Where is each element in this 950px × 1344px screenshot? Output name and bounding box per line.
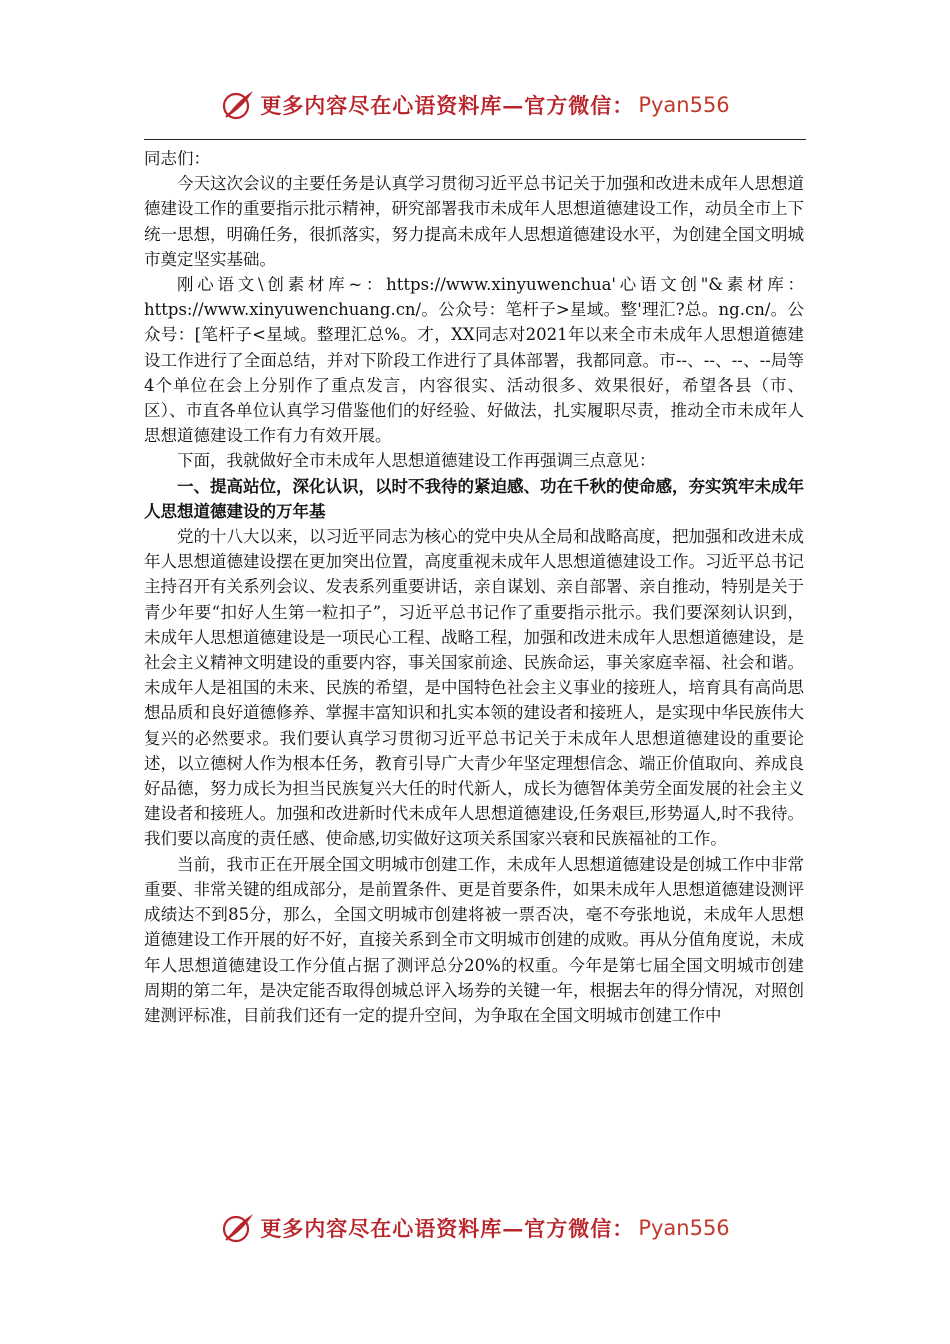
footer-wechat-id: Pyan556 bbox=[638, 1216, 730, 1240]
paragraph-review: 刚心语文\创素材库~：https://www.xinyuwenchua'心语文创"&素材库：https://www.xinyuwenchuang.cn/。公众号：笔杆子>星域。整'理汇?总。ng.cn/。公众号：[笔杆子<星域。整理汇总%。才，XX同志对2021年以来全市未成年人思想道德建设工作进行了全面总结，并对下阶段工作进行了具体部署，我都同意。市--、--、--、--局等4个单位在会上分别作了重点发言，内容很实、活动很多、效果很好，希望各县（市、区）、市直各单位认真学习借鉴他们的好经验、好做法，扎实履职尽责，推动全市未成年人思想道德建设工作有力有效开展。 bbox=[144, 275, 804, 446]
header-divider bbox=[144, 139, 806, 140]
salutation: 同志们： bbox=[144, 149, 210, 168]
paragraph-transition: 下面，我就做好全市未成年人思想道德建设工作再强调三点意见： bbox=[177, 451, 656, 471]
paragraph-section-1a: 党的十八大以来，以习近平同志为核心的党中央从全局和战略高度，把加强和改进未成年人思想道德建设摆在更加突出位置，高度重视未成年人思想道德建设工作。习近平总书记主持召开有关系列会议、发表系列重要讲话，亲自谋划、亲自部署、亲自推动，特别是关于青少年要“扣好人生第一粒扣子”，习近平总书记作了重要指示批示。我们要深刻认识到，未成年人思想道德建设是一项民心工程、战略工程，加强和改进未成年人思想道德建设，是社会主义精神文明建设的重要内容，事关国家前途、民族命运，事关家庭幸福、社会和谐。未成年人是祖国的未来、民族的希望，是中国特色社会主义事业的接班人，培育具有高尚思想品质和良好道德修养、掌握丰富知识和扎实本领的建设者和接班人，是实现中华民族伟大复兴的必然要求。我们要认真学习贯彻习近平总书记关于未成年人思想道德建设的重要论述，以立德树人作为根本任务，教育引导广大青少年坚定理想信念、端正价值取向、养成良好品德，努力成长为担当民族复兴大任的时代新人，成长为德智体美劳全面发展的社会主义建设者和接班人。加强和改进新时代未成年人思想道德建设,任务艰巨,形势逼人,时不我待。我们要以高度的责任感、使命感,切实做好这项关系国家兴衰和民族福祉的工作。 bbox=[144, 527, 804, 849]
footer-banner bbox=[0, 1203, 950, 1253]
document-body bbox=[144, 146, 804, 1028]
quill-pen-logo-icon bbox=[220, 87, 256, 123]
header-banner bbox=[0, 80, 950, 130]
footer-banner-text: 更多内容尽在心语资料库—官方微信： bbox=[260, 1216, 635, 1241]
header-banner-text: 更多内容尽在心语资料库—官方微信： bbox=[260, 93, 635, 118]
header-wechat-id: Pyan556 bbox=[638, 93, 730, 117]
section-heading-1: 一、提高站位，深化认识，以时不我待的紧迫感、功在千秋的使命感，夯实筑牢未成年人思想道德建设的万年基 bbox=[144, 476, 804, 521]
paragraph-section-1b: 当前，我市正在开展全国文明城市创建工作，未成年人思想道德建设是创城工作中非常重要、非常关键的组成部分，是前置条件、更是首要条件，如果未成年人思想道德建设测评成绩达不到85分，那么，全国文明城市创建将被一票否决，毫不夸张地说，未成年人思想道德建设工作开展的好不好，直接关系到全市文明城市创建的成败。再从分值角度说，未成年人思想道德建设工作分值占据了测评总分20%的权重。今年是第七届全国文明城市创建周期的第二年，是决定能否取得创城总评入场券的关键一年，根据去年的得分情况，对照创建测评标准，目前我们还有一定的提升空间，为争取在全国文明城市创建工作中 bbox=[144, 854, 804, 1025]
quill-pen-logo-icon bbox=[220, 1210, 256, 1246]
paragraph-intro: 今天这次会议的主要任务是认真学习贯彻习近平总书记关于加强和改进未成年人思想道德建设工作的重要指示批示精神，研究部署我市未成年人思想道德建设工作，动员全市上下统一思想，明确任务，很抓落实，努力提高未成年人思想道德建设水平，为创建全国文明城市奠定坚实基础。 bbox=[144, 174, 804, 269]
